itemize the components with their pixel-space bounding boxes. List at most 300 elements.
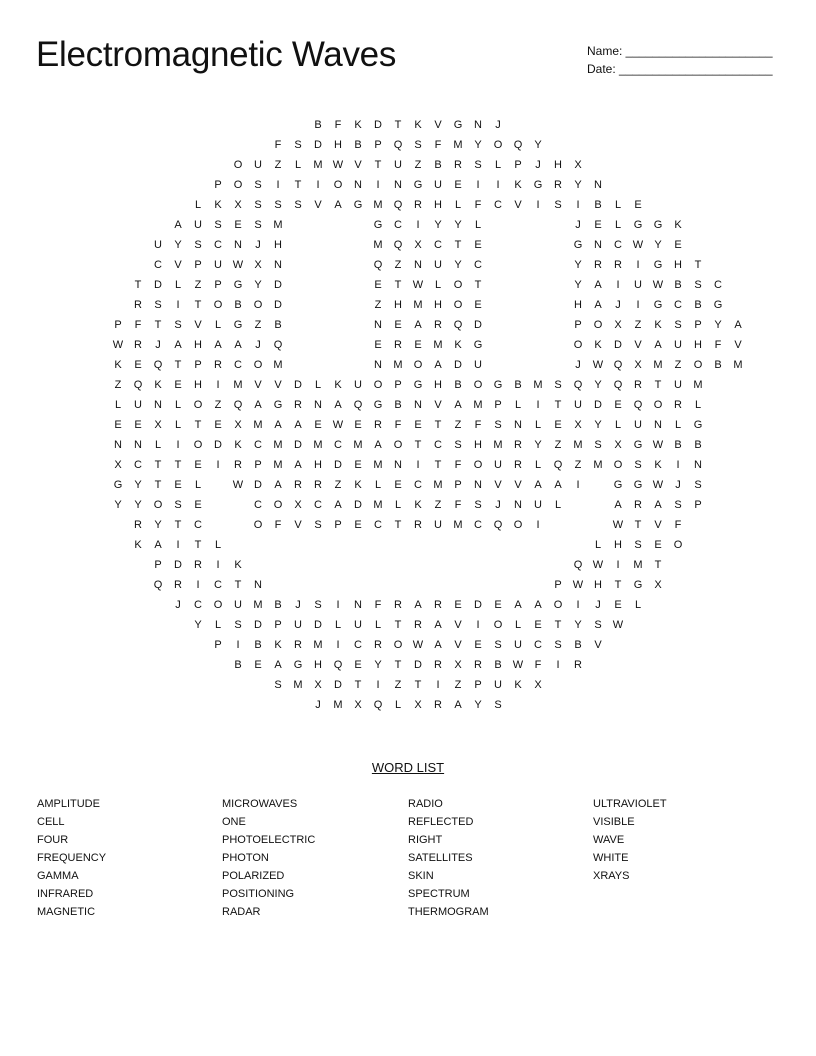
grid-letter[interactable]: N (594, 179, 602, 191)
grid-letter[interactable]: V (294, 519, 302, 531)
grid-letter[interactable]: P (334, 519, 342, 531)
grid-letter[interactable]: P (274, 619, 282, 631)
grid-letter[interactable]: F (474, 199, 482, 211)
grid-letter[interactable]: S (254, 219, 262, 231)
grid-letter[interactable]: E (474, 239, 482, 251)
grid-letter[interactable]: Y (654, 239, 662, 251)
grid-letter[interactable]: T (614, 579, 622, 591)
grid-letter[interactable]: F (274, 519, 282, 531)
grid-letter[interactable]: Y (154, 519, 162, 531)
grid-letter[interactable]: B (434, 159, 442, 171)
grid-letter[interactable]: R (674, 399, 682, 411)
grid-letter[interactable]: O (273, 499, 283, 511)
grid-letter[interactable]: J (295, 599, 301, 611)
grid-letter[interactable]: S (494, 419, 502, 431)
grid-letter[interactable]: R (614, 259, 622, 271)
grid-letter[interactable]: S (254, 199, 262, 211)
grid-letter[interactable]: X (574, 419, 582, 431)
grid-letter[interactable]: C (334, 439, 342, 451)
grid-letter[interactable]: Z (454, 679, 462, 691)
grid-letter[interactable]: Q (453, 319, 463, 331)
grid-letter[interactable]: Y (534, 139, 542, 151)
grid-letter[interactable]: I (176, 439, 180, 451)
grid-letter[interactable]: I (216, 559, 220, 571)
grid-letter[interactable]: U (534, 499, 542, 511)
grid-letter[interactable]: O (493, 619, 503, 631)
grid-letter[interactable]: Y (534, 439, 542, 451)
grid-letter[interactable]: H (434, 199, 442, 211)
grid-letter[interactable]: A (454, 699, 462, 711)
grid-letter[interactable]: Q (573, 379, 583, 391)
grid-letter[interactable]: A (294, 419, 302, 431)
grid-letter[interactable]: M (313, 159, 323, 171)
grid-letter[interactable]: T (634, 519, 642, 531)
grid-letter[interactable]: A (234, 339, 242, 351)
grid-letter[interactable]: C (474, 519, 482, 531)
grid-letter[interactable]: D (294, 439, 302, 451)
grid-letter[interactable]: E (614, 599, 622, 611)
grid-letter[interactable]: S (174, 319, 182, 331)
grid-letter[interactable]: A (174, 339, 182, 351)
grid-letter[interactable]: R (194, 559, 202, 571)
grid-letter[interactable]: G (713, 299, 723, 311)
grid-letter[interactable]: Z (214, 399, 222, 411)
grid-letter[interactable]: Y (594, 419, 602, 431)
grid-letter[interactable]: K (654, 319, 662, 331)
grid-letter[interactable]: E (194, 459, 202, 471)
grid-letter[interactable]: U (194, 219, 202, 231)
grid-letter[interactable]: S (194, 239, 202, 251)
grid-letter[interactable]: M (473, 399, 483, 411)
grid-letter[interactable]: M (453, 139, 463, 151)
grid-letter[interactable]: I (196, 579, 200, 591)
grid-letter[interactable]: M (293, 679, 303, 691)
grid-letter[interactable]: T (394, 619, 402, 631)
grid-letter[interactable]: Z (674, 359, 682, 371)
grid-letter[interactable]: E (174, 379, 182, 391)
grid-letter[interactable]: T (174, 519, 182, 531)
grid-letter[interactable]: L (674, 419, 682, 431)
grid-letter[interactable]: C (674, 299, 682, 311)
grid-letter[interactable]: E (454, 179, 462, 191)
grid-letter[interactable]: C (534, 639, 542, 651)
grid-letter[interactable]: Q (333, 659, 343, 671)
grid-letter[interactable]: E (134, 359, 142, 371)
grid-letter[interactable]: H (434, 379, 442, 391)
grid-letter[interactable]: E (394, 479, 402, 491)
grid-letter[interactable]: F (334, 119, 342, 131)
grid-letter[interactable]: Z (254, 319, 262, 331)
grid-letter[interactable]: B (694, 299, 702, 311)
grid-letter[interactable]: T (174, 359, 182, 371)
grid-letter[interactable]: P (194, 259, 202, 271)
grid-letter[interactable]: W (572, 579, 584, 591)
grid-letter[interactable]: G (373, 399, 383, 411)
grid-letter[interactable]: T (654, 559, 662, 571)
grid-letter[interactable]: D (274, 299, 282, 311)
grid-letter[interactable]: J (155, 339, 161, 351)
grid-letter[interactable]: R (554, 179, 562, 191)
grid-letter[interactable]: I (376, 679, 380, 691)
grid-letter[interactable]: L (494, 159, 502, 171)
grid-letter[interactable]: S (294, 139, 302, 151)
grid-letter[interactable]: O (393, 639, 403, 651)
grid-letter[interactable]: S (274, 199, 282, 211)
grid-letter[interactable]: R (594, 259, 602, 271)
grid-letter[interactable]: G (233, 319, 243, 331)
grid-letter[interactable]: U (674, 379, 682, 391)
grid-letter[interactable]: T (394, 119, 402, 131)
grid-letter[interactable]: R (634, 499, 642, 511)
grid-letter[interactable]: L (614, 419, 622, 431)
grid-letter[interactable]: R (574, 659, 582, 671)
grid-letter[interactable]: I (176, 539, 180, 551)
grid-letter[interactable]: O (153, 499, 163, 511)
grid-letter[interactable]: C (254, 499, 262, 511)
grid-letter[interactable]: M (353, 439, 363, 451)
grid-letter[interactable]: M (733, 359, 743, 371)
grid-letter[interactable]: E (594, 219, 602, 231)
grid-letter[interactable]: J (595, 599, 601, 611)
grid-letter[interactable]: U (214, 259, 222, 271)
grid-letter[interactable]: Q (233, 399, 243, 411)
grid-letter[interactable]: T (374, 159, 382, 171)
grid-letter[interactable]: Z (574, 459, 582, 471)
grid-letter[interactable]: E (194, 499, 202, 511)
grid-letter[interactable]: K (274, 639, 282, 651)
grid-letter[interactable]: E (494, 599, 502, 611)
grid-letter[interactable]: K (334, 379, 342, 391)
grid-letter[interactable]: Y (594, 379, 602, 391)
grid-letter[interactable]: N (154, 399, 162, 411)
grid-letter[interactable]: L (194, 479, 202, 491)
grid-letter[interactable]: P (454, 479, 462, 491)
grid-letter[interactable]: V (494, 479, 502, 491)
grid-letter[interactable]: K (134, 539, 142, 551)
grid-letter[interactable]: A (534, 479, 542, 491)
grid-letter[interactable]: O (553, 599, 563, 611)
grid-letter[interactable]: V (734, 339, 742, 351)
grid-letter[interactable]: L (174, 419, 182, 431)
grid-letter[interactable]: V (594, 639, 602, 651)
grid-letter[interactable]: Y (254, 279, 262, 291)
grid-letter[interactable]: A (514, 599, 522, 611)
grid-letter[interactable]: P (474, 679, 482, 691)
grid-letter[interactable]: Y (454, 219, 462, 231)
grid-letter[interactable]: S (414, 139, 422, 151)
grid-letter[interactable]: D (614, 339, 622, 351)
grid-letter[interactable]: W (332, 419, 344, 431)
grid-letter[interactable]: L (394, 699, 402, 711)
grid-letter[interactable]: L (314, 379, 322, 391)
grid-letter[interactable]: C (434, 239, 442, 251)
grid-letter[interactable]: W (412, 279, 424, 291)
grid-letter[interactable]: V (454, 639, 462, 651)
grid-letter[interactable]: T (394, 659, 402, 671)
grid-letter[interactable]: M (273, 359, 283, 371)
grid-letter[interactable]: Q (373, 259, 383, 271)
grid-letter[interactable]: X (254, 259, 262, 271)
grid-letter[interactable]: V (634, 339, 642, 351)
grid-letter[interactable]: L (174, 279, 182, 291)
grid-letter[interactable]: M (233, 379, 243, 391)
grid-letter[interactable]: M (373, 459, 383, 471)
grid-letter[interactable]: E (374, 279, 382, 291)
grid-letter[interactable]: I (216, 379, 220, 391)
grid-letter[interactable]: A (274, 659, 282, 671)
grid-letter[interactable]: Z (274, 159, 282, 171)
grid-letter[interactable]: P (374, 139, 382, 151)
grid-letter[interactable]: S (554, 199, 562, 211)
grid-letter[interactable]: Z (414, 159, 422, 171)
grid-letter[interactable]: H (614, 539, 622, 551)
grid-letter[interactable]: L (214, 619, 222, 631)
grid-letter[interactable]: E (474, 639, 482, 651)
date-field[interactable]: Date: _______________________ (587, 62, 773, 76)
grid-letter[interactable]: W (612, 619, 624, 631)
grid-letter[interactable]: S (314, 519, 322, 531)
grid-letter[interactable]: W (112, 339, 124, 351)
grid-letter[interactable]: O (493, 139, 503, 151)
grid-letter[interactable]: T (654, 379, 662, 391)
grid-letter[interactable]: C (614, 239, 622, 251)
grid-letter[interactable]: E (654, 539, 662, 551)
grid-letter[interactable]: S (454, 439, 462, 451)
grid-letter[interactable]: H (594, 579, 602, 591)
grid-letter[interactable]: G (693, 419, 703, 431)
grid-letter[interactable]: L (554, 499, 562, 511)
grid-letter[interactable]: C (394, 219, 402, 231)
grid-letter[interactable]: F (374, 599, 382, 611)
grid-letter[interactable]: S (494, 699, 502, 711)
grid-letter[interactable]: L (154, 439, 162, 451)
grid-letter[interactable]: K (654, 459, 662, 471)
grid-letter[interactable]: M (433, 339, 443, 351)
grid-letter[interactable]: I (236, 639, 240, 651)
grid-letter[interactable]: J (255, 339, 261, 351)
grid-letter[interactable]: P (214, 639, 222, 651)
grid-letter[interactable]: C (474, 259, 482, 271)
grid-letter[interactable]: T (394, 279, 402, 291)
grid-letter[interactable]: H (314, 459, 322, 471)
grid-letter[interactable]: D (254, 479, 262, 491)
grid-letter[interactable]: A (294, 459, 302, 471)
grid-letter[interactable]: O (253, 519, 263, 531)
grid-letter[interactable]: T (414, 679, 422, 691)
grid-letter[interactable]: N (374, 319, 382, 331)
grid-letter[interactable]: L (694, 399, 702, 411)
grid-letter[interactable]: S (494, 639, 502, 651)
grid-letter[interactable]: W (512, 659, 524, 671)
grid-letter[interactable]: Q (393, 199, 403, 211)
grid-letter[interactable]: Q (153, 579, 163, 591)
grid-letter[interactable]: O (673, 539, 683, 551)
grid-letter[interactable]: M (393, 359, 403, 371)
grid-letter[interactable]: G (633, 219, 643, 231)
grid-letter[interactable]: S (234, 619, 242, 631)
grid-letter[interactable]: I (336, 639, 340, 651)
grid-letter[interactable]: G (353, 199, 363, 211)
grid-letter[interactable]: W (332, 159, 344, 171)
grid-letter[interactable]: U (354, 379, 362, 391)
grid-letter[interactable]: Y (134, 499, 142, 511)
grid-letter[interactable]: N (394, 459, 402, 471)
grid-letter[interactable]: L (594, 539, 602, 551)
grid-letter[interactable]: S (554, 379, 562, 391)
grid-letter[interactable]: N (374, 359, 382, 371)
grid-letter[interactable]: B (674, 279, 682, 291)
grid-letter[interactable]: U (634, 279, 642, 291)
grid-letter[interactable]: R (394, 339, 402, 351)
grid-letter[interactable]: S (674, 319, 682, 331)
grid-letter[interactable]: W (232, 259, 244, 271)
grid-letter[interactable]: U (494, 679, 502, 691)
grid-letter[interactable]: Y (134, 479, 142, 491)
grid-letter[interactable]: M (413, 299, 423, 311)
grid-letter[interactable]: H (434, 299, 442, 311)
grid-letter[interactable]: P (394, 379, 402, 391)
grid-letter[interactable]: F (454, 459, 462, 471)
grid-letter[interactable]: A (174, 219, 182, 231)
grid-letter[interactable]: L (634, 599, 642, 611)
grid-letter[interactable]: M (653, 359, 663, 371)
grid-letter[interactable]: L (394, 499, 402, 511)
grid-letter[interactable]: B (574, 639, 582, 651)
grid-letter[interactable]: U (494, 459, 502, 471)
grid-letter[interactable]: Y (454, 259, 462, 271)
grid-letter[interactable]: M (693, 379, 703, 391)
grid-letter[interactable]: W (652, 479, 664, 491)
grid-letter[interactable]: Y (714, 319, 722, 331)
grid-letter[interactable]: R (514, 459, 522, 471)
grid-letter[interactable]: X (414, 239, 422, 251)
grid-letter[interactable]: I (336, 599, 340, 611)
grid-letter[interactable]: A (554, 479, 562, 491)
grid-letter[interactable]: H (394, 299, 402, 311)
grid-letter[interactable]: U (234, 599, 242, 611)
grid-letter[interactable]: O (373, 379, 383, 391)
grid-letter[interactable]: N (414, 259, 422, 271)
grid-letter[interactable]: P (514, 159, 522, 171)
grid-letter[interactable]: H (674, 259, 682, 271)
grid-letter[interactable]: C (194, 519, 202, 531)
grid-letter[interactable]: O (213, 599, 223, 611)
grid-letter[interactable]: I (476, 619, 480, 631)
grid-letter[interactable]: I (176, 299, 180, 311)
grid-letter[interactable]: P (694, 319, 702, 331)
grid-letter[interactable]: O (193, 439, 203, 451)
grid-letter[interactable]: G (293, 659, 303, 671)
grid-letter[interactable]: D (474, 319, 482, 331)
grid-letter[interactable]: R (414, 519, 422, 531)
grid-letter[interactable]: S (314, 599, 322, 611)
grid-letter[interactable]: L (214, 319, 222, 331)
grid-letter[interactable]: G (273, 399, 283, 411)
grid-letter[interactable]: W (412, 639, 424, 651)
grid-letter[interactable]: K (454, 339, 462, 351)
grid-letter[interactable]: L (214, 539, 222, 551)
grid-letter[interactable]: I (416, 459, 420, 471)
grid-letter[interactable]: N (394, 179, 402, 191)
grid-letter[interactable]: Y (474, 139, 482, 151)
grid-letter[interactable]: M (493, 439, 503, 451)
grid-letter[interactable]: W (632, 239, 644, 251)
grid-letter[interactable]: O (233, 179, 243, 191)
grid-letter[interactable]: K (414, 119, 422, 131)
grid-letter[interactable]: Z (194, 279, 202, 291)
grid-letter[interactable]: U (294, 619, 302, 631)
grid-letter[interactable]: A (414, 599, 422, 611)
grid-letter[interactable]: L (374, 619, 382, 631)
grid-letter[interactable]: Q (573, 559, 583, 571)
grid-letter[interactable]: Y (174, 239, 182, 251)
grid-letter[interactable]: B (514, 379, 522, 391)
grid-letter[interactable]: I (316, 179, 320, 191)
grid-letter[interactable]: Z (434, 499, 442, 511)
grid-letter[interactable]: I (276, 179, 280, 191)
grid-letter[interactable]: G (413, 179, 423, 191)
grid-letter[interactable]: I (636, 259, 640, 271)
grid-letter[interactable]: J (535, 159, 541, 171)
grid-letter[interactable]: E (314, 419, 322, 431)
grid-letter[interactable]: U (434, 519, 442, 531)
grid-letter[interactable]: I (536, 519, 540, 531)
grid-letter[interactable]: C (154, 259, 162, 271)
grid-letter[interactable]: E (114, 419, 122, 431)
grid-letter[interactable]: E (414, 339, 422, 351)
grid-letter[interactable]: R (134, 299, 142, 311)
grid-letter[interactable]: N (314, 399, 322, 411)
grid-letter[interactable]: N (254, 579, 262, 591)
grid-letter[interactable]: A (434, 639, 442, 651)
grid-letter[interactable]: T (434, 419, 442, 431)
grid-letter[interactable]: A (434, 619, 442, 631)
grid-letter[interactable]: L (114, 399, 122, 411)
grid-letter[interactable]: G (653, 299, 663, 311)
grid-letter[interactable]: L (514, 399, 522, 411)
grid-letter[interactable]: X (614, 319, 622, 331)
grid-letter[interactable]: I (496, 179, 500, 191)
grid-letter[interactable]: S (254, 179, 262, 191)
grid-letter[interactable]: M (373, 239, 383, 251)
grid-letter[interactable]: I (436, 679, 440, 691)
grid-letter[interactable]: P (154, 559, 162, 571)
grid-letter[interactable]: E (354, 659, 362, 671)
grid-letter[interactable]: Z (394, 259, 402, 271)
grid-letter[interactable]: X (634, 359, 642, 371)
grid-letter[interactable]: K (234, 559, 242, 571)
grid-letter[interactable]: Z (394, 679, 402, 691)
grid-letter[interactable]: X (314, 679, 322, 691)
grid-letter[interactable]: D (254, 619, 262, 631)
grid-letter[interactable]: G (373, 219, 383, 231)
grid-letter[interactable]: E (134, 419, 142, 431)
grid-letter[interactable]: U (134, 399, 142, 411)
grid-letter[interactable]: N (274, 259, 282, 271)
grid-letter[interactable]: O (613, 459, 623, 471)
grid-letter[interactable]: N (134, 439, 142, 451)
grid-letter[interactable]: W (612, 519, 624, 531)
grid-letter[interactable]: J (315, 699, 321, 711)
grid-letter[interactable]: T (554, 619, 562, 631)
grid-letter[interactable]: Q (633, 399, 643, 411)
grid-letter[interactable]: L (334, 619, 342, 631)
grid-letter[interactable]: C (434, 439, 442, 451)
grid-letter[interactable]: R (634, 379, 642, 391)
grid-letter[interactable]: G (633, 579, 643, 591)
grid-letter[interactable]: O (693, 359, 703, 371)
grid-letter[interactable]: I (536, 199, 540, 211)
